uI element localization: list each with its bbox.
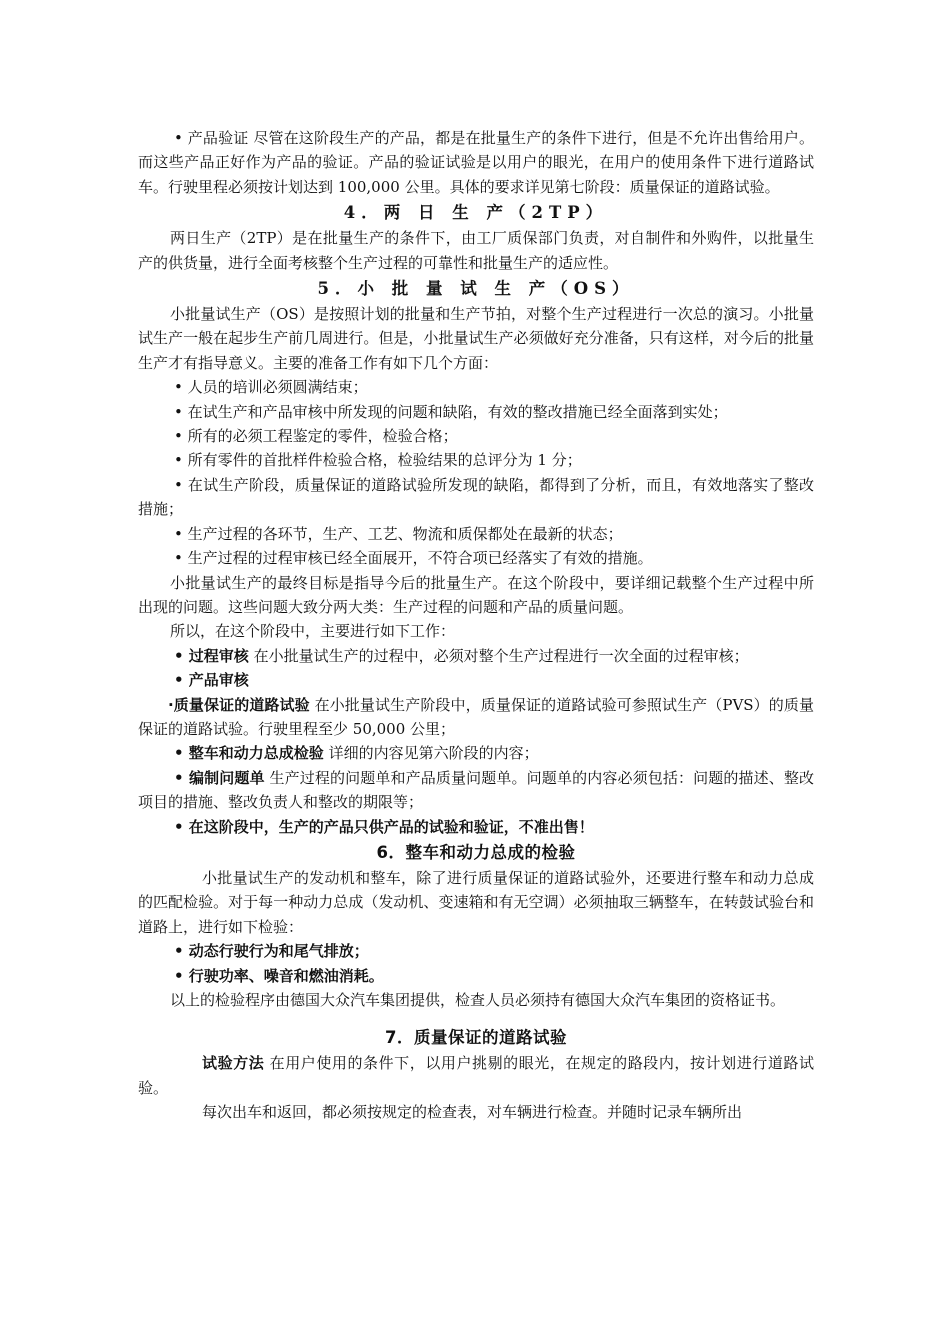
work-item-lead: • 整车和动力总成检验 — [174, 744, 324, 763]
prep-bullet-6: • 生产过程的各环节，生产、工艺、物流和质保都处在最新的状态； — [174, 524, 623, 543]
section-5-heading: 5．小 批 量 试 生 产（OS） — [317, 279, 635, 299]
product-verification-text: 尽管在这阶段生产的产品，都是在批量生产的条件下进行，但是不允许出售给用户。而这些产品正好作为产品的验证。产品的验证试验是以用户的眼光，在用户的使用条件下进行道路试车。行驶里程必须按计划达到 100,000 公里。具体的要求详见第七阶段：质量保证的道路试验。 — [138, 129, 814, 196]
section-6-note-paragraph: 以上的检验程序由德国大众汽车集团提供，检查人员必须持有德国大众汽车集团的资格证书。 — [170, 991, 786, 1009]
work-item-product-audit — [138, 668, 814, 692]
work-item-lead: ·质量保证的道路试验 — [168, 695, 310, 714]
section-5-work-intro: 所以，在这个阶段中，主要进行如下工作： — [170, 622, 456, 641]
work-item-road-test — [138, 693, 814, 742]
product-verification-lead: • 产品验证 — [174, 129, 249, 147]
inspection-bullet-2: • 行驶功率、噪音和燃油消耗。 — [174, 966, 384, 985]
prep-bullet-3: • 所有的必须工程鉴定的零件，检验合格； — [174, 427, 458, 446]
prep-bullet-2: • 在试生产和产品审核中所发现的问题和缺陷，有效的整改措施已经全面落到实处； — [174, 402, 728, 421]
section-4-paragraph: 两日生产（2TP）是在批量生产的条件下，由工厂质保部门负责，对自制件和外购件，以批量生产的供货量，进行全面考核整个生产过程的可靠性和批量生产的适应性。 — [138, 229, 814, 272]
section-7-method-paragraph — [138, 1051, 814, 1100]
product-verification-paragraph — [138, 126, 814, 199]
prep-bullet-1: • 人员的培训必须圆满结束； — [174, 378, 368, 397]
section-5-goal-paragraph: 小批量试生产的最终目标是指导今后的批量生产。在这个阶段中，要详细记载整个生产过程中所出现的问题。这些问题大致分两大类：生产过程的问题和产品的质量问题。 — [138, 573, 814, 616]
section-7-check-paragraph: 每次出车和返回，都必须按规定的检查表，对车辆进行检查。并随时记录车辆所出 — [202, 1103, 743, 1122]
inspection-bullet-1: • 动态行驶行为和尾气排放； — [174, 942, 369, 961]
method-lead: 试验方法 — [202, 1054, 265, 1073]
work-item-lead: • 过程审核 — [174, 646, 249, 665]
section-6-paragraph: 小批量试生产的发动机和整车，除了进行质量保证的道路试验外，还要进行整车和动力总成的匹配检验。对于每一种动力总成（发动机、变速箱和有无空调）必须抽取三辆整车，在转鼓试验台和道路上，进行如下检验： — [138, 868, 814, 936]
prep-bullet-7: • 生产过程的过程审核已经全面展开，不符合项已经落实了有效的措施。 — [174, 549, 653, 568]
document-page — [138, 126, 814, 1125]
section-4-heading: 4．两 日 生 产（2TP） — [343, 203, 609, 223]
prep-bullet-4: • 所有零件的首批样件检验合格，检验结果的总评分为 1 分； — [174, 451, 582, 470]
work-item-process-audit — [138, 644, 814, 668]
work-item-lead: • 产品审核 — [174, 671, 249, 690]
work-item-lead: • 编制问题单 — [174, 768, 265, 787]
work-item-issue-list — [138, 766, 814, 815]
work-item-text: 在小批量试生产的过程中，必须对整个生产过程进行一次全面的过程审核； — [248, 646, 749, 665]
work-item-vehicle-inspection — [138, 741, 814, 765]
work-item-text: 在小批量试生产阶段中，质量保证的道路试验可参照试生产（PVS）的质量保证的道路试验。行驶里程至少 50,000 公里； — [138, 695, 814, 738]
section-6-heading: 6．整车和动力总成的检验 — [376, 842, 576, 862]
section-5-intro-paragraph: 小批量试生产（OS）是按照计划的批量和生产节拍，对整个生产过程进行一次总的演习。小批量试生产一般在起步生产前几周进行。但是，小批量试生产必须做好充分准备，只有这样，对今后的批量生产才有指导意义。主要的准备工作有如下几个方面： — [138, 305, 814, 372]
work-item-no-sale-notice: • 在这阶段中，生产的产品只供产品的试验和验证，不准出售！ — [174, 817, 594, 836]
work-item-text: 详细的内容见第六阶段的内容； — [323, 744, 539, 763]
work-item-text: 生产过程的问题单和产品质量问题单。问题单的内容必须包括：问题的描述、整改项目的措施、整改负责人和整改的期限等； — [138, 768, 814, 812]
section-7-heading: 7．质量保证的道路试验 — [385, 1028, 567, 1048]
method-text: 在用户使用的条件下，以用户挑剔的眼光，在规定的路段内，按计划进行道路试验。 — [138, 1054, 814, 1097]
prep-bullet-5: • 在试生产阶段，质量保证的道路试验所发现的缺陷，都得到了分析，而且，有效地落实了整改措施； — [138, 475, 814, 519]
